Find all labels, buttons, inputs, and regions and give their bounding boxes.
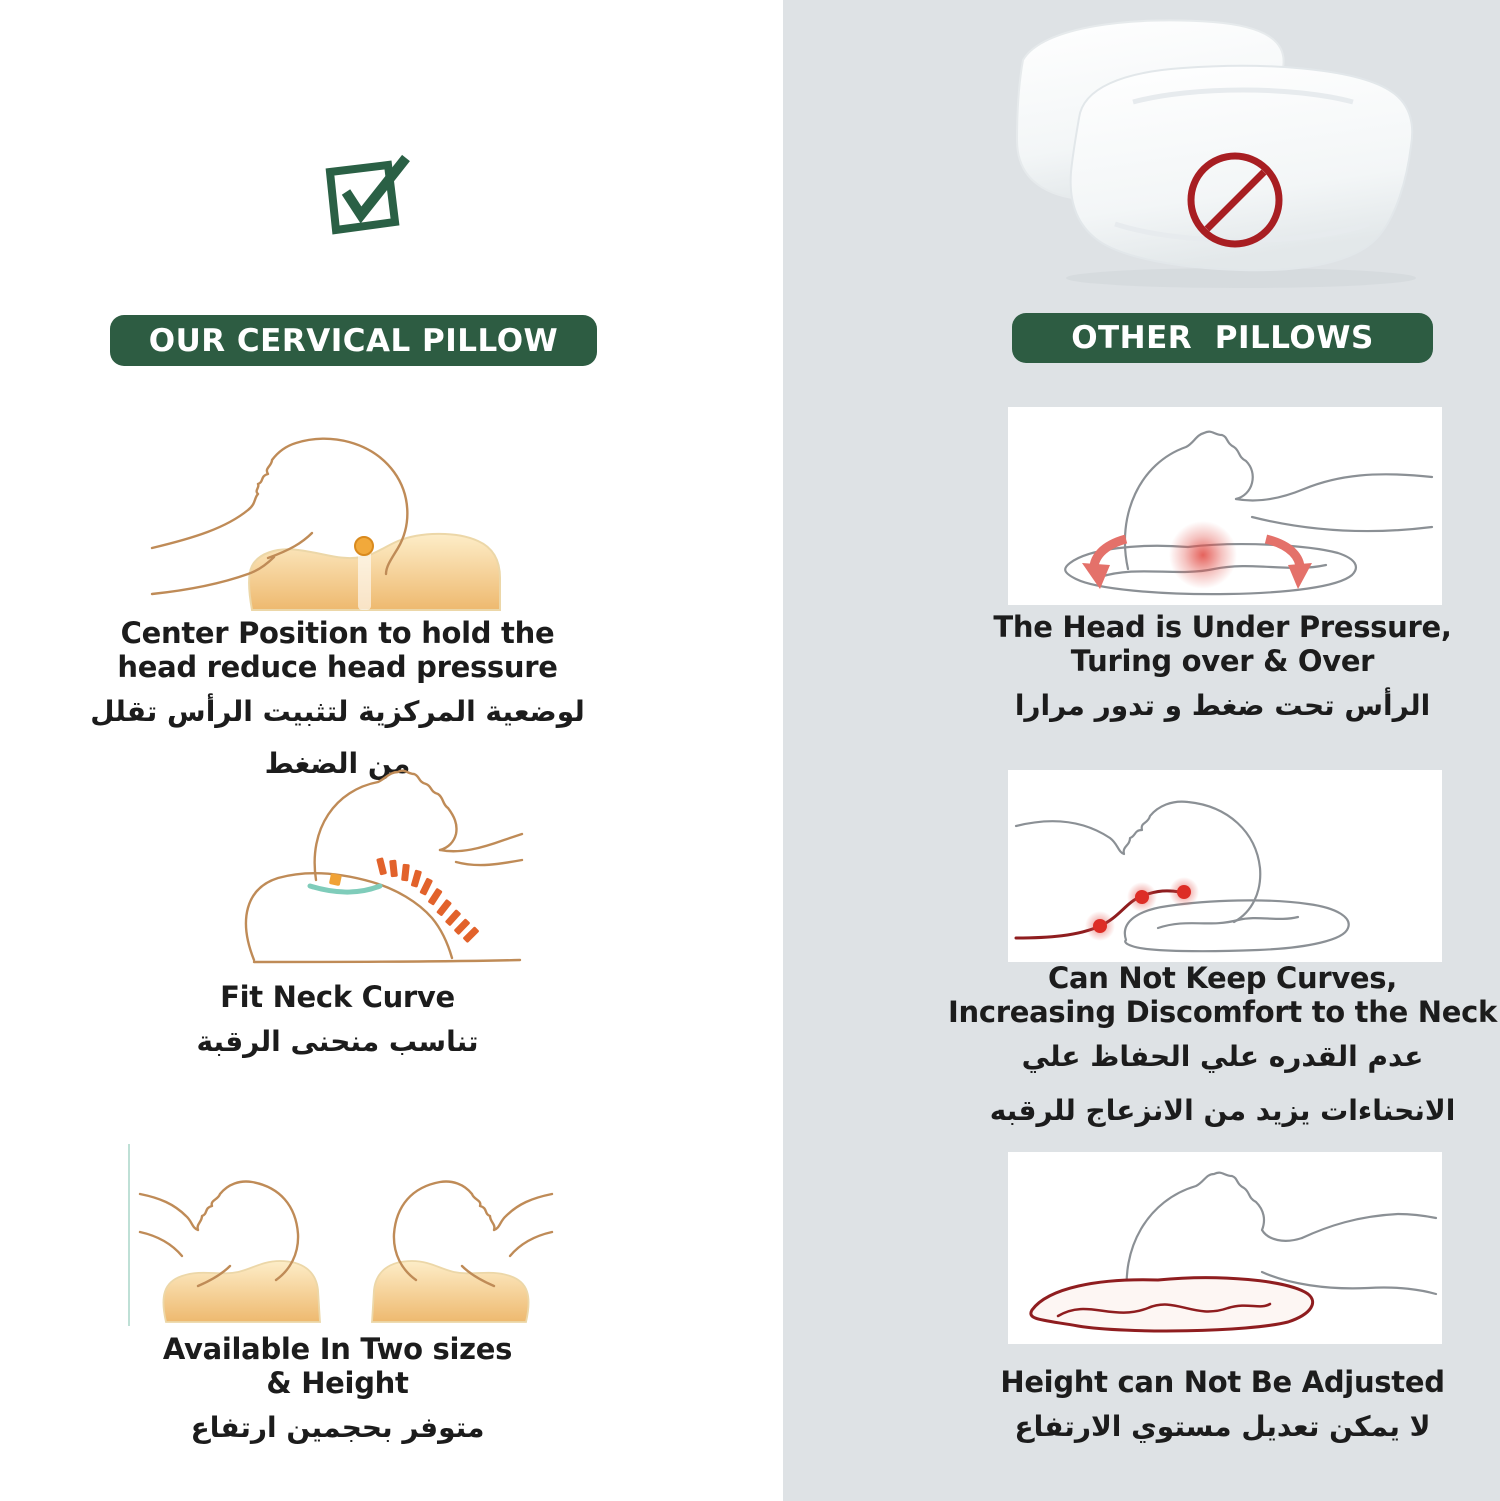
flattened-pillow-outline xyxy=(1031,1278,1313,1331)
center-hold-dot xyxy=(355,537,373,555)
small-size-pillow-figure xyxy=(140,1182,320,1323)
other-pillows-banner xyxy=(1012,313,1433,363)
large-size-pillow-figure xyxy=(372,1182,552,1323)
caption-arabic: الرأس تحت ضغط و تدور مرارا xyxy=(1014,689,1431,722)
caption-two-sizes xyxy=(80,1332,595,1454)
caption-arabic: لوضعية المركزية لتثبيت الرأس تقلل من الضغط xyxy=(90,695,585,780)
neck-point-dot xyxy=(329,873,342,886)
caption-line: & Height xyxy=(266,1366,409,1400)
caption-line: head reduce head pressure xyxy=(117,650,558,684)
caption-line: Center Position to hold the xyxy=(120,616,555,650)
caption-line: Available In Two sizes xyxy=(162,1332,513,1366)
height-not-adjustable-illustration xyxy=(1008,1152,1442,1344)
checkbox-checked-icon xyxy=(314,152,414,238)
fit-neck-curve-illustration xyxy=(220,762,525,970)
cervical-pillow-center-illustration xyxy=(148,396,568,616)
caption-arabic: عدم القدره علي الحفاظ علي xyxy=(1021,1040,1424,1073)
other-pillows-photo xyxy=(983,10,1447,308)
our-cervical-pillow-banner-label: OUR CERVICAL PILLOW xyxy=(148,322,559,359)
caption-arabic: تناسب منحنى الرقبة xyxy=(196,1025,479,1058)
other-pillows-banner-label: OTHER PILLOWS xyxy=(1071,320,1374,356)
caption-cannot-keep-curves xyxy=(935,961,1500,1137)
our-cervical-pillow-banner xyxy=(110,315,597,366)
caption-arabic: الانحناءات يزيد من الانزعاج للرقبه xyxy=(989,1094,1456,1127)
caption-line: Turing over & Over xyxy=(1070,644,1375,678)
caption-line: Height can Not Be Adjusted xyxy=(1000,1365,1445,1399)
sleeper-head-outline xyxy=(1016,802,1349,952)
caption-head-under-pressure xyxy=(935,610,1500,732)
caption-arabic: متوفر بحجمين ارتفاع xyxy=(190,1411,485,1444)
neck-support-highlight xyxy=(310,886,380,892)
caption-arabic: لا يمكن تعديل مستوي الارتفاع xyxy=(1014,1410,1431,1443)
cannot-keep-curves-illustration xyxy=(1008,770,1442,962)
caption-line: Increasing Discomfort to the Neck xyxy=(948,995,1497,1029)
spine-vertebrae xyxy=(376,857,479,943)
caption-height-not-adjustable xyxy=(935,1365,1500,1453)
caption-line: The Head is Under Pressure, xyxy=(993,610,1452,644)
two-sizes-illustration xyxy=(126,1136,566,1332)
caption-fit-neck-curve xyxy=(80,980,595,1068)
caption-line: Can Not Keep Curves, xyxy=(1048,961,1397,995)
caption-line: Fit Neck Curve xyxy=(220,980,455,1014)
pressure-glow xyxy=(1169,521,1237,589)
sleeper-head-outline xyxy=(1065,432,1432,594)
strain-points xyxy=(1085,877,1199,941)
cervical-pillow-shape xyxy=(249,534,500,610)
head-under-pressure-illustration xyxy=(1008,407,1442,605)
